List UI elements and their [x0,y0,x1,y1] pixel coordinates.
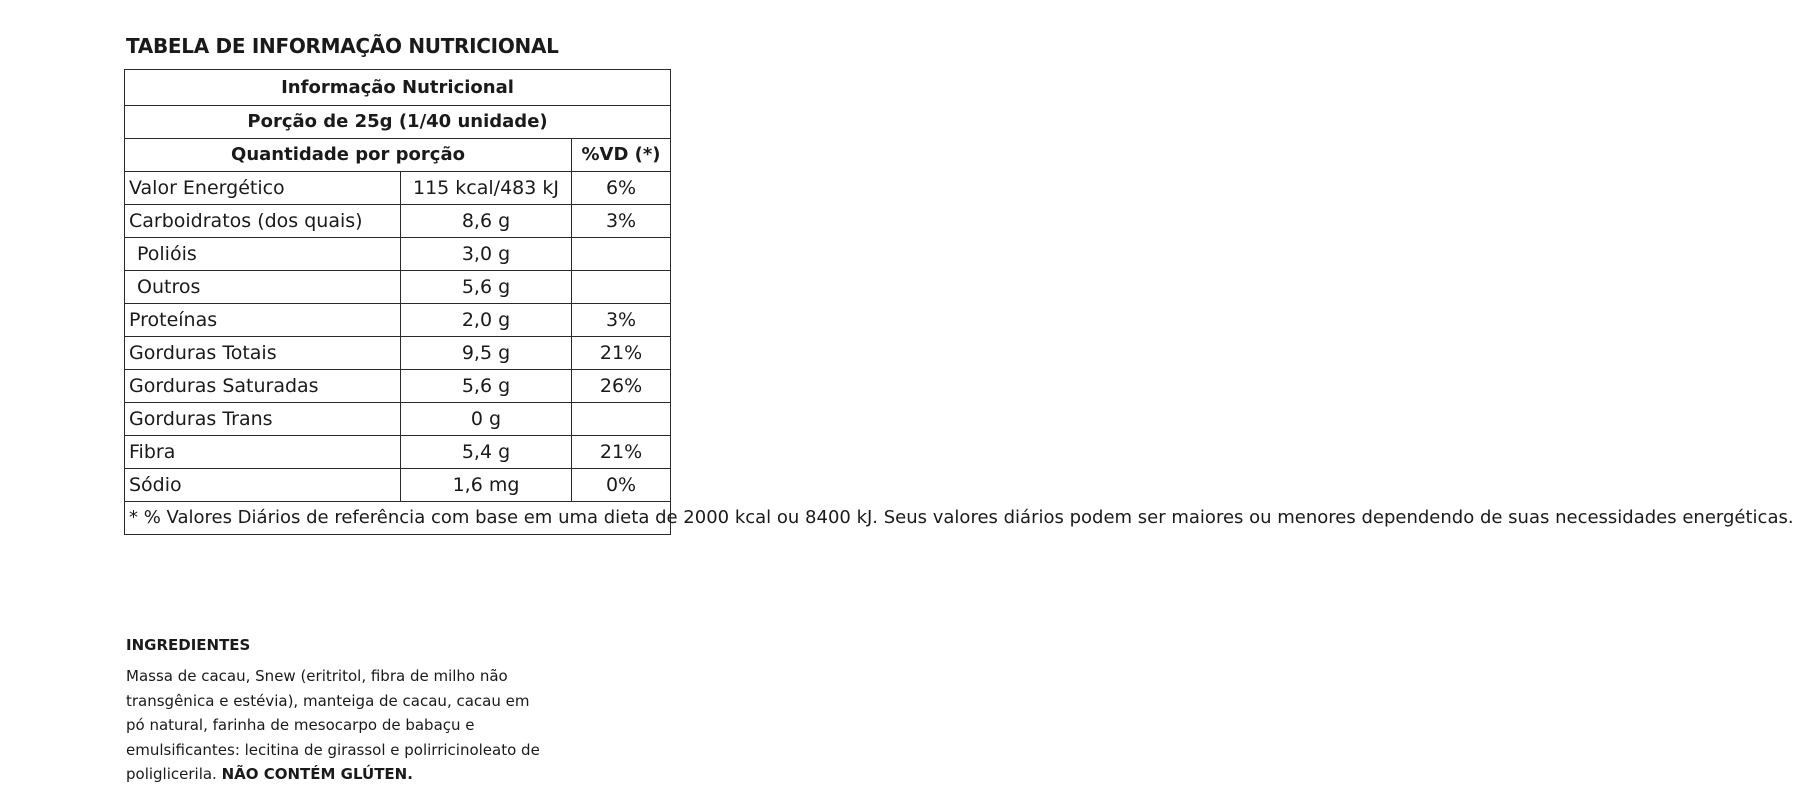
nutrient-daily-value: 3% [572,205,671,238]
nutrient-name: Polióis [125,238,401,271]
nutrient-quantity: 9,5 g [401,337,572,370]
table-row [125,436,671,469]
nutrient-daily-value: 0% [572,469,671,502]
table-row [125,469,671,502]
nutrient-quantity: 5,4 g [401,436,572,469]
nutrient-daily-value: 21% [572,436,671,469]
nutrient-quantity: 3,0 g [401,238,572,271]
table-row [125,172,671,205]
nutrient-name: Outros [125,271,401,304]
nutrient-quantity: 5,6 g [401,271,572,304]
nutrient-name: Sódio [125,469,401,502]
daily-value-footnote: * % Valores Diários de referência com base em uma dieta de 2000 kcal ou 8400 kJ. Seus valores diários podem ser maiores ou menores dependendo de suas necessidades energéticas. [125,502,671,535]
column-header-quantity: Quantidade por porção [125,139,572,172]
ingredients-text [126,664,546,787]
table-row [125,304,671,337]
nutrient-quantity: 2,0 g [401,304,572,337]
nutrient-quantity: 1,6 mg [401,469,572,502]
nutrient-daily-value [572,238,671,271]
ingredients-title: INGREDIENTES [126,636,251,654]
ingredients-section [126,636,546,787]
table-row [125,271,671,304]
nutrition-table [124,69,1794,535]
nutrient-name: Gorduras Saturadas [125,370,401,403]
table-row [125,370,671,403]
portion-size: Porção de 25g (1/40 unidade) [125,106,671,139]
nutrient-quantity: 5,6 g [401,370,572,403]
gluten-free-notice: NÃO CONTÉM GLÚTEN. [221,765,413,783]
nutrient-name: Carboidratos (dos quais) [125,205,401,238]
nutrient-name: Valor Energético [125,172,401,205]
table-header: Informação Nutricional [125,70,671,106]
nutrient-daily-value: 3% [572,304,671,337]
nutrient-quantity: 8,6 g [401,205,572,238]
nutrient-daily-value: 26% [572,370,671,403]
table-row [125,205,671,238]
column-header-daily-value: %VD (*) [572,139,671,172]
nutrient-quantity: 0 g [401,403,572,436]
nutrient-daily-value [572,271,671,304]
table-row [125,238,671,271]
table-row [125,337,671,370]
page-title: TABELA DE INFORMAÇÃO NUTRICIONAL [126,34,559,58]
nutrient-name: Gorduras Trans [125,403,401,436]
nutrient-daily-value [572,403,671,436]
nutrient-daily-value: 21% [572,337,671,370]
nutrient-name: Proteínas [125,304,401,337]
nutrient-name: Fibra [125,436,401,469]
nutrient-daily-value: 6% [572,172,671,205]
nutrient-quantity: 115 kcal/483 kJ [401,172,572,205]
table-row [125,403,671,436]
ingredients-list: Massa de cacau, Snew (eritritol, fibra de milho não transgênica e estévia), manteiga de cacau, cacau em pó natural, farinha de mesocarpo de babaçu e emulsificantes: lecitina de girassol e polirricinoleato de poliglicerila. [126,667,540,783]
nutrient-name: Gorduras Totais [125,337,401,370]
